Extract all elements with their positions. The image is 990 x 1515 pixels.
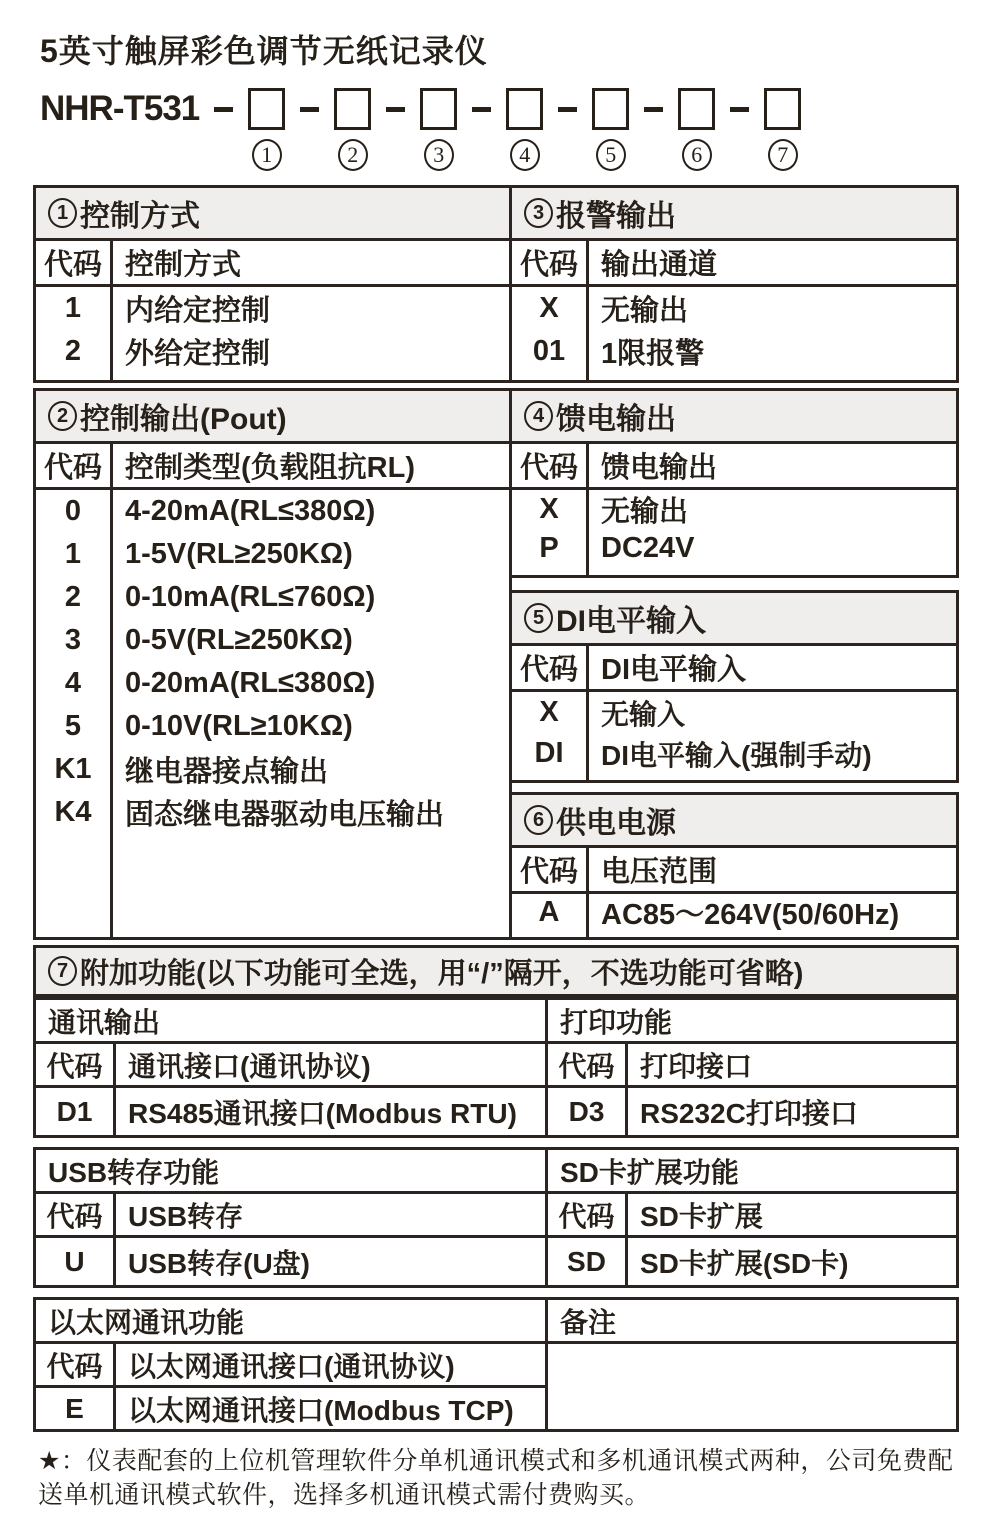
dash-separator bbox=[386, 107, 405, 112]
subsection-usb bbox=[33, 1147, 548, 1288]
section-title: 控制方式 bbox=[80, 200, 200, 233]
data-area bbox=[512, 490, 956, 575]
circled-2-icon: 2 bbox=[338, 139, 368, 171]
code-column bbox=[36, 1088, 116, 1135]
column-header-row bbox=[548, 1044, 956, 1088]
desc-column bbox=[116, 1388, 545, 1429]
column-header-row bbox=[36, 241, 509, 287]
subsection-sd bbox=[545, 1147, 959, 1288]
code-column bbox=[36, 1238, 116, 1285]
desc-column bbox=[116, 1088, 545, 1135]
desc-value: 4-20mA(RL≤380Ω) bbox=[125, 495, 376, 527]
data-area bbox=[512, 287, 956, 380]
desc-value: 继电器接点输出 bbox=[125, 756, 329, 788]
desc-column-header: 通讯接口(通讯协议) bbox=[128, 1050, 371, 1082]
code-value: DI bbox=[534, 737, 564, 769]
data-area bbox=[36, 287, 509, 380]
dash-separator bbox=[730, 107, 749, 112]
section-title: 报警输出 bbox=[556, 200, 676, 233]
code-value: K4 bbox=[54, 796, 92, 828]
model-position-2 bbox=[334, 88, 371, 171]
column-header-row bbox=[512, 444, 956, 490]
desc-column bbox=[628, 1088, 956, 1135]
circled-6-icon: 6 bbox=[524, 805, 553, 835]
code-column-header: 代码 bbox=[512, 848, 589, 891]
data-area bbox=[36, 1238, 545, 1285]
code-value: E bbox=[65, 1392, 84, 1424]
code-value: P bbox=[539, 532, 559, 564]
dash-separator bbox=[644, 107, 663, 112]
code-box-7 bbox=[764, 88, 801, 130]
desc-column-header: SD卡扩展 bbox=[640, 1200, 763, 1232]
model-position-3 bbox=[420, 88, 457, 171]
desc-column bbox=[589, 287, 956, 380]
column-header-row bbox=[36, 1344, 545, 1388]
data-area bbox=[36, 1388, 545, 1429]
section-di-input-header bbox=[512, 593, 956, 646]
circled-5-icon: 5 bbox=[596, 139, 626, 171]
code-value: SD bbox=[567, 1245, 606, 1277]
desc-column-header: 电压范围 bbox=[601, 856, 718, 888]
section-di-input bbox=[509, 590, 959, 783]
desc-column-header: DI电平输入 bbox=[601, 654, 747, 686]
data-area bbox=[36, 1088, 545, 1135]
code-value: 4 bbox=[64, 667, 82, 699]
section-control-output bbox=[33, 388, 512, 940]
section-power-supply-header bbox=[512, 795, 956, 848]
code-value: A bbox=[538, 896, 560, 928]
desc-value: DI电平输入(强制手动) bbox=[601, 739, 872, 771]
desc-value: 0-10V(RL≥10KΩ) bbox=[125, 710, 353, 742]
section-title: 控制输出(Pout) bbox=[80, 403, 287, 436]
code-value: 5 bbox=[64, 710, 82, 742]
circled-1-icon: 1 bbox=[48, 198, 77, 228]
subsection-comm-output bbox=[33, 997, 548, 1138]
desc-column-header: 以太网通讯接口(通讯协议) bbox=[128, 1350, 455, 1382]
subsection-usb-title: USB转存功能 bbox=[36, 1150, 545, 1194]
circled-6-icon: 6 bbox=[682, 139, 712, 171]
code-column bbox=[548, 1088, 628, 1135]
section-alarm-output bbox=[509, 185, 959, 383]
desc-value: 固态继电器驱动电压输出 bbox=[125, 799, 445, 831]
code-value: X bbox=[539, 696, 559, 728]
circled-5-icon: 5 bbox=[524, 603, 553, 633]
desc-column bbox=[116, 1238, 545, 1285]
model-prefix: NHR-T531 bbox=[40, 89, 200, 128]
desc-value: 0-20mA(RL≤380Ω) bbox=[125, 667, 376, 699]
desc-value: DC24V bbox=[601, 532, 695, 564]
dash-separator bbox=[472, 107, 491, 112]
code-column bbox=[36, 287, 113, 380]
model-position-1 bbox=[248, 88, 285, 171]
data-area bbox=[548, 1088, 956, 1135]
desc-value: RS485通讯接口(Modbus RTU) bbox=[128, 1097, 517, 1129]
section-control-mode bbox=[33, 185, 512, 383]
code-value: 2 bbox=[64, 581, 82, 613]
model-position-7 bbox=[764, 88, 801, 171]
section-title: 附加功能(以下功能可全选，用“/”隔开，不选功能可省略) bbox=[80, 957, 804, 990]
subsection-print-title: 打印功能 bbox=[548, 1000, 956, 1044]
desc-column bbox=[589, 894, 956, 937]
code-column-header: 代码 bbox=[36, 1044, 116, 1085]
subsection-remark-title: 备注 bbox=[548, 1300, 956, 1344]
dash-separator bbox=[300, 107, 319, 112]
code-column-header: 代码 bbox=[36, 444, 113, 487]
desc-value: 无输入 bbox=[601, 698, 686, 730]
column-header-row bbox=[36, 1194, 545, 1238]
data-area bbox=[512, 894, 956, 937]
circled-4-icon: 4 bbox=[510, 139, 540, 171]
section-title: 供电电源 bbox=[556, 807, 676, 840]
code-column bbox=[512, 490, 589, 575]
desc-column bbox=[113, 490, 509, 937]
column-header-row bbox=[36, 444, 509, 490]
subsection-sd-title: SD卡扩展功能 bbox=[548, 1150, 956, 1194]
code-column-header: 代码 bbox=[36, 1344, 116, 1385]
dash-separator bbox=[214, 107, 233, 112]
circled-4-icon: 4 bbox=[524, 401, 553, 431]
code-value: D1 bbox=[56, 1095, 93, 1127]
circled-2-icon: 2 bbox=[48, 401, 77, 431]
desc-value: 无输出 bbox=[601, 295, 689, 327]
desc-column bbox=[589, 490, 956, 575]
remark-empty-cell bbox=[548, 1344, 956, 1429]
desc-value: 0-5V(RL≥250KΩ) bbox=[125, 624, 353, 656]
subsection-comm-title: 通讯输出 bbox=[36, 1000, 545, 1044]
code-box-3 bbox=[420, 88, 457, 130]
code-column bbox=[512, 894, 589, 937]
code-column bbox=[36, 1388, 116, 1429]
data-area bbox=[548, 1238, 956, 1285]
column-header-row bbox=[548, 1194, 956, 1238]
column-header-row bbox=[36, 1044, 545, 1088]
circled-3-icon: 3 bbox=[424, 139, 454, 171]
section-feed-output bbox=[509, 388, 959, 578]
desc-value: 无输出 bbox=[601, 496, 689, 528]
code-value: 01 bbox=[532, 335, 566, 367]
section-additional-header bbox=[33, 945, 959, 997]
code-column-header: 代码 bbox=[548, 1194, 628, 1235]
desc-value: 内给定控制 bbox=[125, 295, 271, 327]
circled-1-icon: 1 bbox=[252, 139, 282, 171]
code-column-header: 代码 bbox=[36, 241, 113, 284]
code-value: 2 bbox=[64, 335, 82, 367]
desc-value: RS232C打印接口 bbox=[640, 1097, 858, 1129]
selection-tables bbox=[33, 185, 959, 1432]
dash-separator bbox=[558, 107, 577, 112]
code-value: 1 bbox=[64, 538, 82, 570]
desc-value: 外给定控制 bbox=[125, 338, 271, 370]
code-column-header: 代码 bbox=[36, 1194, 116, 1235]
page-title: 5英寸触屏彩色调节无纸记录仪 bbox=[40, 33, 488, 69]
code-column bbox=[512, 692, 589, 780]
data-area bbox=[512, 692, 956, 780]
column-header-row bbox=[512, 241, 956, 287]
code-value: 3 bbox=[64, 624, 82, 656]
code-column-header: 代码 bbox=[548, 1044, 628, 1085]
code-column-header: 代码 bbox=[512, 241, 589, 284]
model-position-5 bbox=[592, 88, 629, 171]
circled-7-icon: 7 bbox=[48, 956, 77, 986]
code-box-2 bbox=[334, 88, 371, 130]
section-alarm-output-header bbox=[512, 188, 956, 241]
section-title: DI电平输入 bbox=[556, 605, 706, 638]
code-column bbox=[548, 1238, 628, 1285]
footnote: ★：仪表配套的上位机管理软件分单机通讯模式和多机通讯模式两种，公司免费配送单机通讯模式软件，选择多机通讯模式需付费购买。 bbox=[38, 1447, 954, 1509]
circled-3-icon: 3 bbox=[524, 198, 553, 228]
subsection-ethernet-title: 以太网通讯功能 bbox=[36, 1300, 545, 1344]
desc-column-header: 控制类型(负载阻抗RL) bbox=[125, 452, 415, 484]
code-column-header: 代码 bbox=[512, 444, 589, 487]
subsection-print bbox=[545, 997, 959, 1138]
code-value: X bbox=[539, 292, 559, 324]
code-value: K1 bbox=[54, 753, 92, 785]
section-title: 馈电输出 bbox=[556, 403, 676, 436]
code-box-5 bbox=[592, 88, 629, 130]
section-control-output-header bbox=[36, 391, 509, 444]
subsection-remark bbox=[545, 1297, 959, 1432]
code-value: U bbox=[64, 1245, 85, 1277]
desc-column-header: 打印接口 bbox=[640, 1050, 753, 1082]
data-area bbox=[36, 490, 509, 937]
code-box-6 bbox=[678, 88, 715, 130]
code-value: X bbox=[539, 493, 559, 525]
desc-column-header: 馈电输出 bbox=[601, 452, 718, 484]
model-position-4 bbox=[506, 88, 543, 171]
section-control-mode-header bbox=[36, 188, 509, 241]
desc-column bbox=[628, 1238, 956, 1285]
code-column-header: 代码 bbox=[512, 646, 589, 689]
model-position-6 bbox=[678, 88, 715, 171]
code-box-4 bbox=[506, 88, 543, 130]
desc-column bbox=[589, 692, 956, 780]
code-box-1 bbox=[248, 88, 285, 130]
desc-value: 以太网通讯接口(Modbus TCP) bbox=[128, 1394, 514, 1426]
desc-column-header: USB转存 bbox=[128, 1200, 244, 1232]
column-header-row bbox=[512, 646, 956, 692]
section-feed-output-header bbox=[512, 391, 956, 444]
desc-value: AC85～264V(50/60Hz) bbox=[601, 899, 900, 931]
code-value: D3 bbox=[568, 1095, 605, 1127]
desc-column bbox=[113, 287, 509, 380]
code-value: 1 bbox=[64, 292, 82, 324]
desc-value: 1-5V(RL≥250KΩ) bbox=[125, 538, 353, 570]
column-header-row bbox=[512, 848, 956, 894]
desc-value: 0-10mA(RL≤760Ω) bbox=[125, 581, 376, 613]
desc-value: USB转存(U盘) bbox=[128, 1247, 310, 1279]
code-column bbox=[512, 287, 589, 380]
section-power-supply bbox=[509, 792, 959, 940]
desc-column-header: 输出通道 bbox=[601, 249, 718, 281]
desc-value: SD卡扩展(SD卡) bbox=[640, 1247, 849, 1279]
circled-7-icon: 7 bbox=[768, 139, 798, 171]
subsection-ethernet bbox=[33, 1297, 548, 1432]
model-code-line bbox=[40, 88, 801, 171]
code-column bbox=[36, 490, 113, 937]
code-value: 0 bbox=[64, 495, 82, 527]
desc-value: 1限报警 bbox=[601, 338, 705, 370]
desc-column-header: 控制方式 bbox=[125, 249, 242, 281]
